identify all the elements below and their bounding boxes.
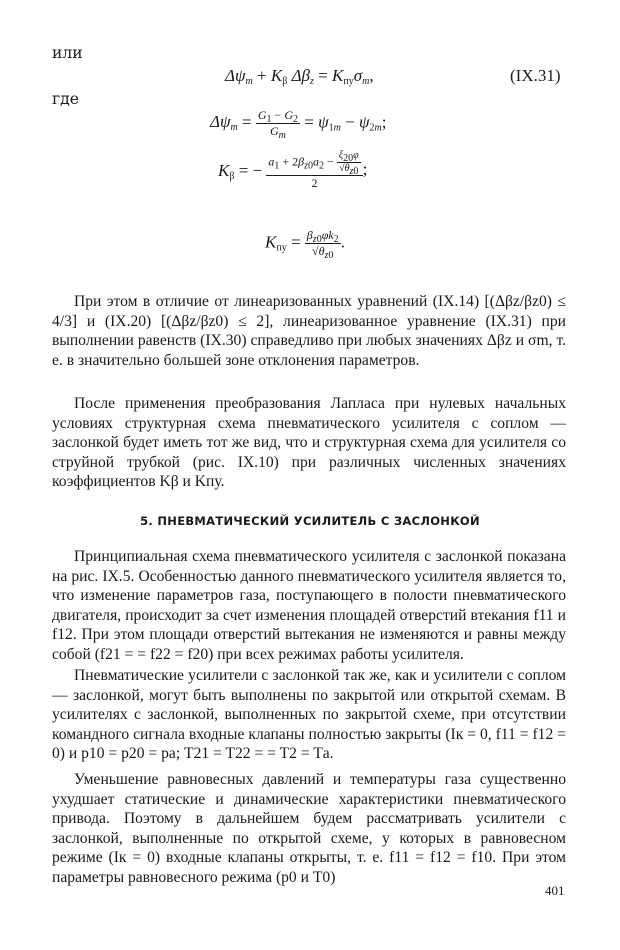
equation-delta-psi: $\Delta\psi_m$ = $\frac{G_1 - G_2}{G_m}$ = $\psi_{1m} - \psi_{2m}$; [210,108,387,141]
equation-ix31: $\Delta\psi_m + K_\beta$ $\Delta\beta_z = K_{пу}\sigma_m$, [225,66,374,87]
paragraph-3: Принципиальная схема пневматического усилителя с заслонкой показана на рис. IX.5. Особенностью данного пневматического усилителя является то, что изменение параметров газа, поступающего в полости пневматического двигателя, происходит за счет изменения площадей отверстий втекания f11 и f12. При этом площади отверстий вытекания не изменяются и равны между собой (f21 = = f22 = f20) при всех режимах работы усилителя. [52,548,566,663]
paragraph-2: После применения преобразования Лапласа при нулевых начальных условиях структурная схема пневматического усилителя с соплом — заслонкой будет иметь тот же вид, что и структурная схема для усилителя со струйной трубкой (рис. IX.10) при различных численных значениях коэффициентов Kβ и Kпу. [52,395,566,490]
paragraph-1: При этом в отличие от линеаризованных уравнений (IX.14) [(Δβz/βz0) ≤ 4/3] и (IX.20) [(Δβz/βz0) ≤ 2], линеаризованное уравнение (IX.31) при выполнении равенств (IX.30) справедливо при любых значениях Δβz и σm, т. е. в значительно большей зоне отклонения параметров. [52,293,566,369]
fraction-k-py: $\frac{\beta_{z0}\varphi k_2}{√\theta_{z0}}$ [306,228,339,261]
paragraph-5: Уменьшение равновесных давлений и температуры газа существенно ухудшает статические и динамические характеристики пневматического привода. Поэтому в дальнейшем будем рассматривать усилители с заслонкой, выполненные по открытой схеме, у которых в равновесном режиме (Iк = 0) входные клапаны открыты, т. е. f11 = f12 = f10. При этом параметры равновесного режима (p0 и T0) [52,771,566,886]
equation-number: (IX.31) [510,66,561,85]
label-ili: или [52,44,83,62]
label-gde: где [52,90,79,108]
paragraph-4: Пневматические усилители с заслонкой так же, как и усилители с соплом — заслонкой, могут быть выполнены по закрытой или открытой схемам. В усилителях с заслонкой, выполненных по закрытой схеме, при отсутствии командного сигнала входные клапаны полностью закрыты (Iк = 0, f11 = f12 = 0) и p10 = p20 = pа; T21 = T22 = = T2 = Tа. [52,667,566,762]
fraction-g: $\frac{G_1 - G_2}{G_m}$ [257,108,298,141]
equation-k-py: $K_{пу}$ = $\frac{\beta_{z0}\varphi k_2}{√\theta_{z0}}$ . [265,228,345,261]
section-heading: 5. ПНЕВМАТИЧЕСКИЙ УСИЛИТЕЛЬ С ЗАСЛОНКОЙ [140,514,480,528]
fraction-k-beta: $a_1 + 2\beta_{z0}a_2$ − $\frac{\xi_{20}\varphi}{√\theta_{z0}}$ 2 [266,150,362,191]
page-number: 401 [545,883,565,898]
equation-k-beta: $K_\beta$ = − $a_1 + 2\beta_{z0}a_2$ − $\frac{\xi_{20}\varphi}{√\theta_{z0}}$ 2 ; [218,150,368,190]
